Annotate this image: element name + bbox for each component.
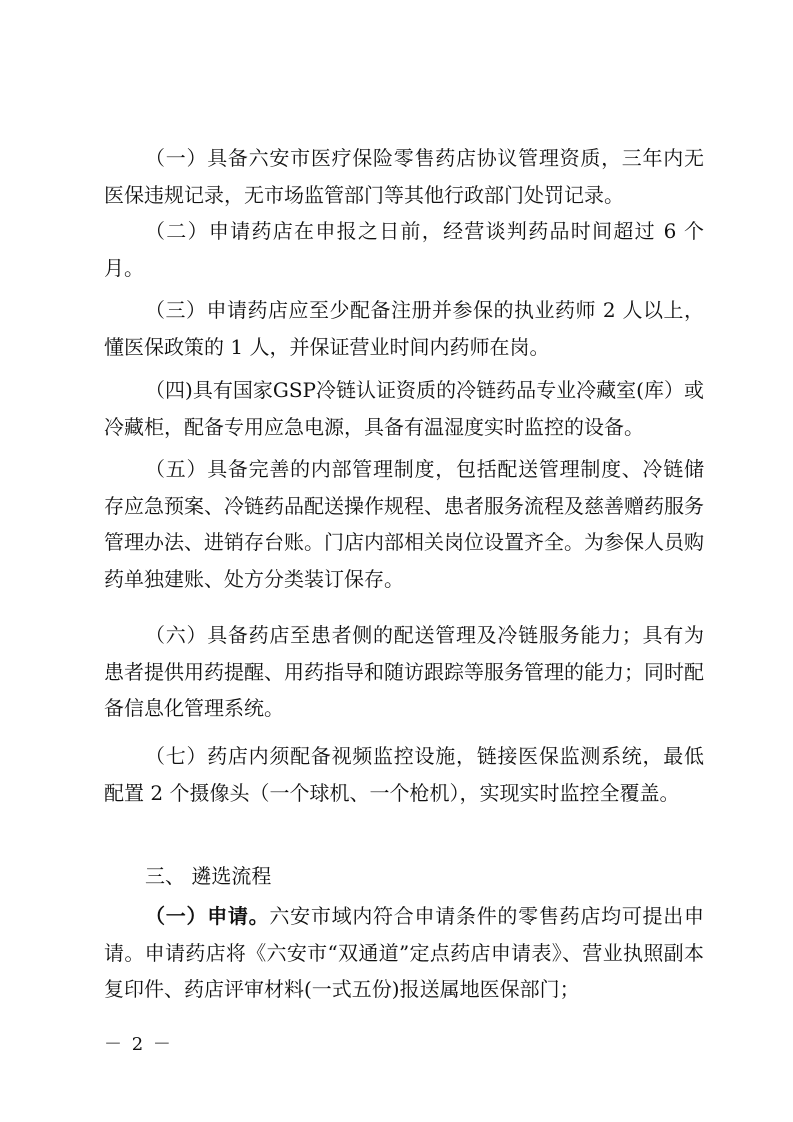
criterion-6: （六）具备药店至患者侧的配送管理及冷链服务能力；具有为患者提供用药提醒、用药指导和随访跟踪等服务管理的能力；同时配备信息化管理系统。 — [104, 623, 704, 720]
criterion-3: （三）申请药店应至少配备注册并参保的执业药师 2 人以上，懂医保政策的 1 人，并保证营业时间内药师在岗。 — [104, 298, 704, 359]
criterion-7: （七）药店内须配备视频监控设施，链接医保监测系统，最低配置 2 个摄像头（一个球机、一个枪机），实现实时监控全覆盖。 — [104, 744, 704, 805]
criterion-2: （二）申请药店在申报之日前，经营谈判药品时间超过 6 个月。 — [104, 219, 704, 280]
apply-paragraph — [104, 898, 704, 1008]
apply-label: （一）申请。 — [145, 904, 270, 928]
criterion-4: （四)具有国家GSP冷链认证资质的冷链药品专业冷藏室(库）或冷藏柜，配备专用应急电源，具备有温湿度实时监控的设备。 — [104, 378, 704, 439]
apply-text: 六安市域内符合申请条件的零售药店均可提出申请。申请药店将《六安市“双通道”定点药店申请表》、营业执照副本复印件、药店评审材料(一式五份)报送属地医保部门； — [104, 904, 705, 1001]
criterion-1: （一）具备六安市医疗保险零售药店协议管理资质，三年内无医保违规记录，无市场监管部门等其他行政部门处罚记录。 — [104, 146, 704, 207]
page-number: － 2 － — [104, 1034, 173, 1055]
section-heading: 三、 遴选流程 — [145, 864, 272, 888]
criterion-5: （五）具备完善的内部管理制度，包括配送管理制度、冷链储存应急预案、冷链药品配送操作规程、患者服务流程及慈善赠药服务管理办法、进销存台账。门店内部相关岗位设置齐全。为参保人员购药单独建账、处方分类装订保存。 — [104, 457, 704, 591]
